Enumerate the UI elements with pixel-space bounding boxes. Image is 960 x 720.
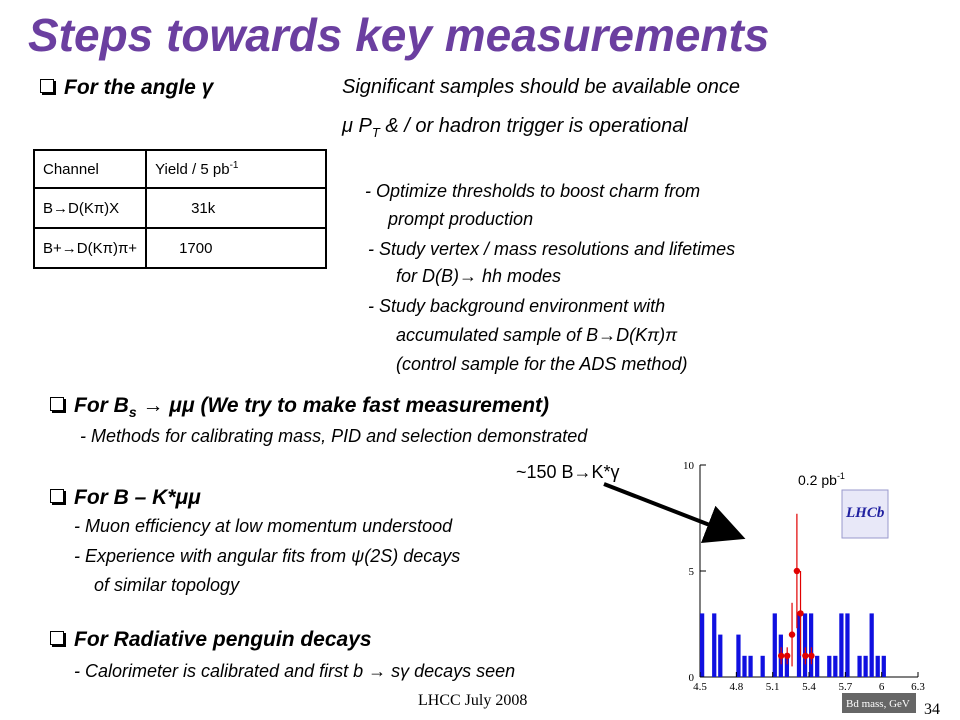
histogram-bar — [827, 656, 831, 677]
gamma-note-sub: T — [371, 125, 380, 140]
channel-cell: B+→D(Kπ)π+ — [34, 228, 146, 268]
yield-cell: 31k — [146, 188, 326, 228]
x-tick-label: 5.7 — [838, 681, 853, 693]
histogram-bar — [833, 656, 837, 677]
checkbox-bullet-icon — [50, 631, 64, 645]
checkbox-bullet-icon — [50, 489, 64, 503]
bkmm-heading-text: For B – K*μμ — [74, 486, 201, 509]
x-tick-label: 5.4 — [802, 681, 816, 693]
gamma-heading — [40, 76, 213, 100]
gamma-note-rest: & / or hadron trigger is operational — [379, 115, 688, 137]
bs-line: - Methods for calibrating mass, PID and selection demonstrated — [80, 426, 588, 446]
histogram-bar — [870, 613, 874, 677]
page-title: Steps towards key measurements — [28, 9, 770, 61]
histogram-bar — [742, 656, 746, 677]
histogram-bar — [773, 613, 777, 677]
histogram-bar — [809, 613, 813, 677]
histogram-bar — [712, 613, 716, 677]
header-yield — [146, 150, 326, 188]
yield-table — [33, 149, 327, 269]
bkmm-line: - Muon efficiency at low momentum understood — [74, 516, 453, 536]
histogram-bar — [748, 656, 752, 677]
rad-line: - Calorimeter is calibrated and first b → sγ decays seen — [74, 661, 516, 681]
histogram-bar — [718, 635, 722, 677]
bkmm-line: - Experience with angular fits from ψ(2S) decays — [74, 546, 461, 566]
x-tick-label: 6 — [878, 681, 885, 693]
histogram-bar — [882, 656, 886, 677]
arrow-label: ~150 B→K*γ — [516, 462, 620, 482]
table-header-row — [34, 150, 326, 188]
histogram-bar — [761, 656, 765, 677]
gamma-note-line2 — [342, 115, 688, 140]
bs-heading-text: For B — [74, 394, 129, 417]
gamma-task-line: accumulated sample of B→D(Kπ)π — [396, 325, 678, 345]
histogram-bar — [876, 656, 880, 677]
rad-heading-text: For Radiative penguin decays — [74, 628, 372, 651]
x-tick-label: 4.8 — [729, 681, 744, 693]
yield-cell: 1700 — [146, 228, 326, 268]
lumi-label — [798, 471, 845, 488]
y-tick-label: 10 — [683, 460, 694, 472]
data-point — [784, 653, 790, 659]
gamma-note-line1: Significant samples should be available once — [342, 76, 741, 98]
gamma-heading-text: For the angle γ — [64, 76, 214, 99]
histogram-bar — [803, 613, 807, 677]
channel-cell: B→D(Kπ)X — [34, 188, 146, 228]
x-axis-label: Bd mass, GeV — [846, 698, 910, 710]
gamma-task-line: prompt production — [388, 209, 534, 229]
gamma-note-mu: μ P — [342, 115, 372, 137]
rad-heading — [50, 628, 372, 652]
gamma-task-line: - Study background environment with — [368, 296, 666, 316]
x-tick-label: 5.1 — [765, 681, 780, 693]
header-channel: Channel — [34, 150, 146, 188]
data-point — [808, 653, 814, 659]
page-number: 34 — [924, 701, 940, 718]
histogram-bar — [845, 613, 849, 677]
histogram-bar — [736, 635, 740, 677]
data-point — [797, 610, 803, 616]
histogram-bar — [815, 656, 819, 677]
histogram-bar — [839, 613, 843, 677]
bs-heading-sub: s — [128, 404, 137, 421]
histogram-bars — [700, 613, 886, 677]
table-row — [34, 228, 326, 268]
bkmm-heading — [50, 486, 201, 510]
bkmm-line: of similar topology — [94, 575, 240, 595]
data-point — [794, 568, 800, 574]
lhcb-logo — [842, 490, 888, 538]
header-yield-sup: -1 — [229, 160, 239, 171]
histogram-bar — [700, 613, 704, 677]
mass-histogram-plot — [670, 455, 930, 717]
bs-heading-rest: → μμ (We try to make fast measurement) — [136, 394, 550, 417]
gamma-task-line: - Optimize thresholds to boost charm from — [365, 181, 701, 201]
y-tick-label: 5 — [688, 566, 694, 578]
gamma-task-line: (control sample for the ADS method) — [396, 354, 688, 374]
checkbox-bullet-icon — [40, 79, 54, 93]
x-tick-label: 4.5 — [693, 681, 707, 693]
x-axis-label-box — [842, 693, 916, 713]
gamma-task-line: - Study vertex / mass resolutions and lifetimes — [368, 239, 736, 259]
checkbox-bullet-icon — [50, 397, 64, 411]
lhcb-logo-text: LHCb — [846, 505, 885, 521]
histogram-bar — [864, 656, 868, 677]
histogram-bar — [857, 656, 861, 677]
table-row — [34, 188, 326, 228]
x-tick-label: 6.3 — [911, 681, 925, 693]
footer-conference: LHCC July 2008 — [418, 692, 528, 709]
data-point — [789, 631, 795, 637]
gamma-task-line: for D(B)→ hh modes — [396, 266, 562, 286]
lumi-label-sup: -1 — [836, 471, 845, 481]
header-yield-text: Yield / 5 pb — [155, 161, 230, 178]
y-tick-label: 0 — [688, 672, 694, 684]
data-point — [802, 653, 808, 659]
lumi-label-text: 0.2 pb — [798, 472, 837, 488]
data-point — [778, 653, 784, 659]
bs-heading — [50, 394, 549, 420]
